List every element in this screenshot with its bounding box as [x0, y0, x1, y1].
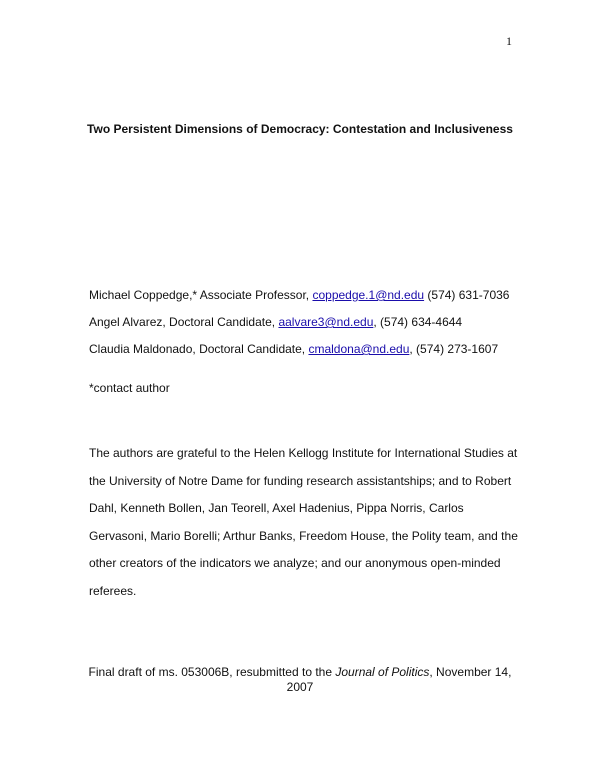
submission-note-line: [0, 665, 600, 680]
author-text: Angel Alvarez, Doctoral Candidate,: [89, 315, 279, 329]
submission-text: Final draft of ms. 053006B, resubmitted to the: [88, 665, 336, 679]
submission-note: [0, 665, 600, 695]
page-number: 1: [506, 34, 512, 48]
email-link-alvarez[interactable]: aalvare3@nd.edu: [278, 315, 374, 329]
author-text: Michael Coppedge,* Associate Professor,: [89, 288, 313, 302]
author-line-coppedge: [89, 288, 509, 302]
contact-author-note: *contact author: [89, 381, 170, 395]
acknowledgment-line: other creators of the indicators we analyze; and our anonymous open-minded: [89, 556, 501, 570]
author-text: Claudia Maldonado, Doctoral Candidate,: [89, 342, 309, 356]
author-line-alvarez: [89, 315, 462, 329]
email-link-coppedge[interactable]: coppedge.1@nd.edu: [312, 288, 425, 302]
journal-name: Journal of Politics: [335, 665, 430, 679]
acknowledgment-line: The authors are grateful to the Helen Kellogg Institute for International Studies at: [89, 446, 518, 460]
paper-title: Two Persistent Dimensions of Democracy: Contestation and Inclusiveness: [87, 122, 513, 136]
acknowledgment-line: Dahl, Kenneth Bollen, Jan Teorell, Axel Hadenius, Pippa Norris, Carlos: [89, 501, 464, 515]
author-line-maldonado: [89, 342, 498, 356]
acknowledgment-line: the University of Notre Dame for funding research assistantships; and to Robert: [89, 473, 512, 488]
submission-year: 2007: [286, 680, 314, 694]
acknowledgment-paragraph: [89, 440, 519, 605]
email-link-maldonado[interactable]: cmaldona@nd.edu: [308, 342, 410, 356]
author-phone: , (574) 634-4644: [373, 315, 463, 329]
author-phone: (574) 631-7036: [424, 288, 510, 302]
acknowledgment-line: referees.: [89, 583, 137, 598]
acknowledgment-line: Gervasoni, Mario Borelli; Arthur Banks, Freedom House, the Polity team, and the: [89, 528, 518, 543]
submission-date: , November 14,: [429, 665, 512, 679]
author-phone: , (574) 273-1607: [409, 342, 499, 356]
